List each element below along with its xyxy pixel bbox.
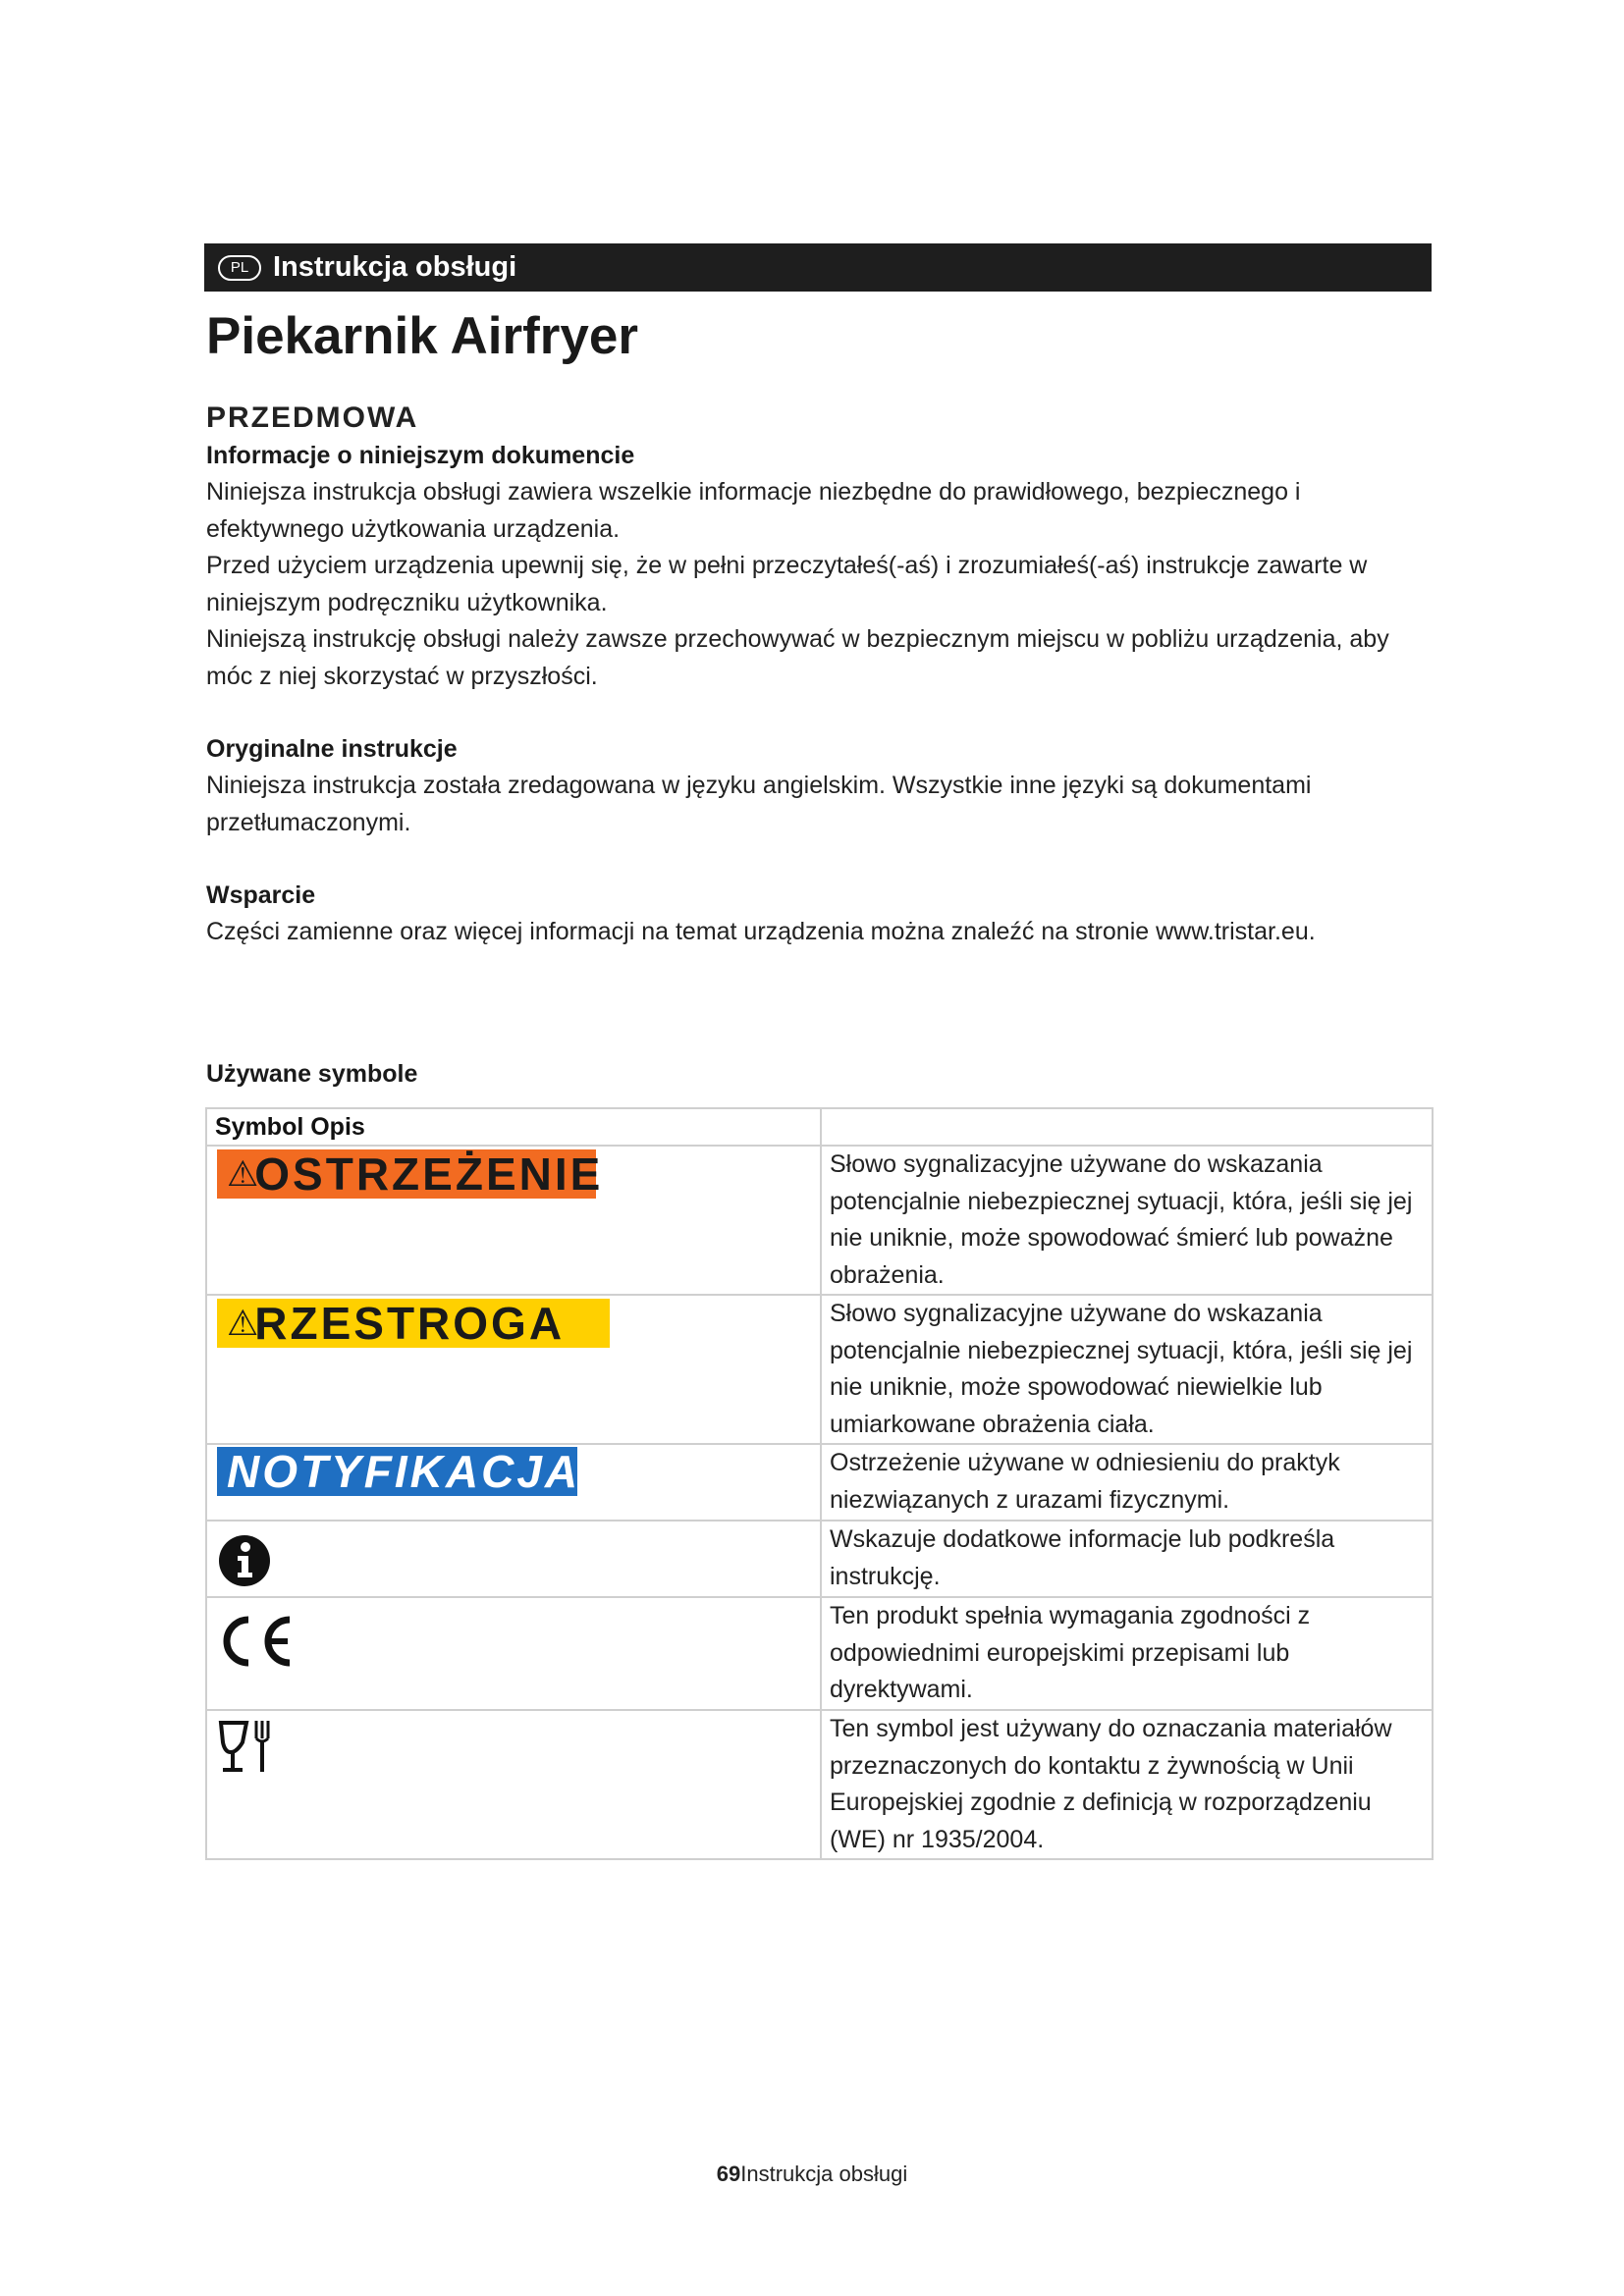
symbol-cell [206, 1444, 821, 1521]
table-header-cell [206, 1108, 821, 1146]
table-header-text: Symbol Opis [215, 1113, 365, 1141]
about-document-title: Informacje o niniejszym dokumencie [206, 442, 635, 469]
info-icon [217, 1533, 272, 1588]
caution-signal-word: ⚠RZESTROGA [217, 1299, 610, 1348]
symbol-cell [206, 1710, 821, 1859]
warning-triangle-icon: ⚠ [227, 1153, 259, 1194]
about-document-text [206, 474, 1434, 695]
table-row [206, 1444, 1433, 1521]
description-cell: Słowo sygnalizacyjne używane do wskazania potencjalnie niebezpiecznej sytuacji, która, jeśli się jej nie uniknie, może spowodować śmierć lub poważne obrażenia. [821, 1146, 1433, 1295]
food-contact-icon [217, 1717, 276, 1776]
symbol-cell [206, 1521, 821, 1597]
about-paragraph-3: Niniejszą instrukcję obsługi należy zawsze przechowywać w bezpiecznym miejscu w pobliżu urządzenia, aby móc z niej skorzystać w przyszłości. [206, 625, 1389, 690]
document-title: Piekarnik Airfryer [206, 307, 638, 365]
section-heading: PRZEDMOWA [206, 401, 419, 434]
caution-triangle-icon: ⚠ [227, 1303, 259, 1343]
description-cell: Wskazuje dodatkowe informacje lub podkreśla instrukcję. [821, 1521, 1433, 1597]
table-header-row [206, 1108, 1433, 1146]
page-number: 69 [716, 2162, 741, 2186]
original-instructions-text [206, 768, 1434, 841]
support-paragraph-1: Części zamienne oraz więcej informacji na temat urządzenia można znaleźć na stronie www.tristar.eu. [206, 918, 1316, 945]
symbol-cell [206, 1146, 821, 1295]
original-instructions-title: Oryginalne instrukcje [206, 735, 458, 763]
description-cell: Ostrzeżenie używane w odniesieniu do praktyk niezwiązanych z urazami fizycznymi. [821, 1444, 1433, 1521]
symbol-cell [206, 1295, 821, 1444]
description-cell: Ten symbol jest używany do oznaczania materiałów przeznaczonych do kontaktu z żywnością w Unii Europejskiej zgodnie z definicją w rozporządzeniu (WE) nr 1935/2004. [821, 1710, 1433, 1859]
page-footer [0, 2162, 1624, 2187]
table-row [206, 1146, 1433, 1295]
symbol-cell [206, 1597, 821, 1710]
symbols-title: Używane symbole [206, 1060, 418, 1088]
description-cell: Ten produkt spełnia wymagania zgodności z odpowiednimi europejskimi przepisami lub dyrektywami. [821, 1597, 1433, 1710]
warning-signal-word: ⚠OSTRZEŻENIE [217, 1149, 596, 1199]
about-paragraph-1: Niniejsza instrukcja obsługi zawiera wszelkie informacje niezbędne do prawidłowego, bezpiecznego i efektywnego użytkowania urządzenia. [206, 478, 1301, 543]
about-paragraph-2: Przed użyciem urządzenia upewnij się, że w pełni przeczytałeś(-aś) i zrozumiałeś(-aś) instrukcje zawarte w niniejszym podręczniku użytkownika. [206, 552, 1368, 616]
footer-label: Instrukcja obsługi [740, 2162, 908, 2186]
description-cell: Słowo sygnalizacyjne używane do wskazania potencjalnie niebezpiecznej sytuacji, która, jeśli się jej nie uniknie, może spowodować niewielkie lub umiarkowane obrażenia ciała. [821, 1295, 1433, 1444]
table-row [206, 1597, 1433, 1710]
table-row [206, 1295, 1433, 1444]
ce-mark-icon [217, 1612, 296, 1671]
header-title: Instrukcja obsługi [273, 251, 517, 283]
symbols-table [205, 1107, 1434, 1860]
notice-signal-word: NOTYFIKACJA [217, 1447, 577, 1496]
table-header-empty-cell [821, 1108, 1433, 1146]
table-row [206, 1521, 1433, 1597]
support-title: Wsparcie [206, 881, 316, 909]
original-paragraph-1: Niniejsza instrukcja została zredagowana w języku angielskim. Wszystkie inne języki są dokumentami przetłumaczonymi. [206, 772, 1312, 836]
language-badge: PL [218, 255, 261, 281]
header-bar [204, 243, 1432, 292]
table-row [206, 1710, 1433, 1859]
support-text [206, 914, 1434, 951]
